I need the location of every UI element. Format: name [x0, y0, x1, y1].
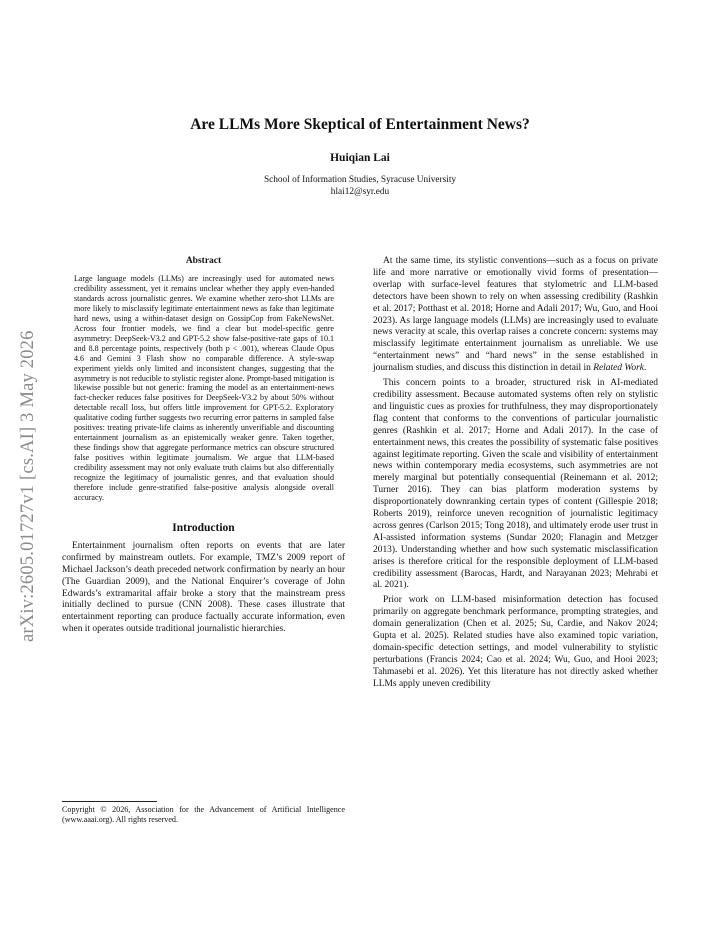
- footnote-rule: [62, 801, 157, 802]
- abstract-heading: Abstract: [185, 256, 222, 266]
- introduction-heading: Introduction: [172, 521, 235, 534]
- copyright-footnote: Copyright © 2026, Association for the Advancement of Artificial Intelligence (www.aaai.org). All rights reserved.: [62, 805, 345, 824]
- right-paragraph-3: Prior work on LLM-based misinformation detection has focused primarily on aggregate benchmark performance, prompting strategies, and domain generalization (Chen et al. 2025; Su, Cardie, and Nakov 2024; Gupta et al. 2025). Related studies have also examined topic variation, domain-specific detection settings, and model vulnerability to stylistic perturbations (Francis 2024; Cao et al. 2024; Wu, Guo, and Hooi 2023; Tahmasebi et al. 2026). Yet this literature has not directly asked whether LLMs apply uneven credibility: [373, 595, 658, 689]
- right-paragraph-1-end: .: [643, 363, 647, 374]
- author-name: Huiqian Lai: [330, 152, 390, 164]
- arxiv-stamp: arXiv:2605.01727v1 [cs.AI] 3 May 2026: [18, 330, 38, 642]
- paper-title: Are LLMs More Skeptical of Entertainment News?: [190, 116, 530, 133]
- right-paragraph-1: [373, 256, 658, 375]
- left-column: [62, 256, 345, 636]
- related-work-ref: Related Work: [593, 363, 644, 374]
- right-paragraph-2: This concern points to a broader, structured risk in AI-mediated credibility assessment. Because automated systems often rely on stylistic and linguistic cues as proxies for truthfulness, they may disproportionately flag content that conforms to the conventions of particular journalistic genres (Rashkin et al. 2017; Horne and Adali 2017). In the case of entertainment news, this creates the possibility of systematic false positives against legitimate reporting. Given the scale and visibility of entertainment news within contemporary media ecosystems, such asymmetries are not merely marginal but potentially consequential (Reinemann et al. 2012; Turner 2016). They can bias platform moderation systems by disproportionately downranking certain types of content (Gillespie 2018; Roberts 2019), reinforce uneven recognition of journalistic legitimacy across genres (Carlson 2015; Tong 2018), and ultimately erode user trust in AI-assisted information systems (Sundar 2020; Flanagin and Metzger 2013). Understanding whether and how such systematic misclassification arises is therefore critical for the responsible deployment of LLM-based credibility assessment (Barocas, Hardt, and Narayanan 2023; Mehrabi et al. 2021).: [373, 378, 658, 591]
- right-column: [373, 256, 658, 691]
- right-paragraph-1-text: At the same time, its stylistic conventions—such as a focus on private life and more narrative or emotionally vivid forms of presentation—overlap with surface-level features that stylometric and LLM-based detectors have been shown to rely on when assessing credibility (Rashkin et al. 2017; Potthast et al. 2018; Horne and Adali 2017; Wu, Guo, and Hooi 2023). As large language models (LLMs) are increasingly used to evaluate news veracity at scale, this overlap raises a concrete concern: systems may misclassify legitimate entertainment journalism as unreliable. We use “entertainment news” and “hard news” in the sense established in journalism studies, and discuss this distinction in detail in: [373, 256, 658, 374]
- affiliation: School of Information Studies, Syracuse University: [263, 175, 457, 185]
- intro-paragraph-1: Entertainment journalism often reports on events that are later confirmed by mainstream outlets. For example, TMZ’s 2009 report of Michael Jackson’s death preceded network confirmation by nearly an hour (The Guardian 2009), and the National Enquirer’s coverage of John Edwards’s extramarital affair broke a story that the mainstream press initially declined to pursue (CNN 2008). These cases illustrate that entertainment reporting can produce factually accurate information, even when it operates outside traditional journalistic hierarchies.: [62, 540, 345, 635]
- author-email: hlai12@syr.edu: [330, 187, 390, 197]
- author-affiliation-block: [0, 174, 720, 198]
- abstract-text: Large language models (LLMs) are increasingly used for automated news credibility assessment, yet it remains unclear whether they apply even-handed standards across journalistic genres. We examine whether zero-shot LLMs are more likely to misclassify legitimate entertainment news as fake than legitimate hard news, using a within-dataset design on GossipCop from FakeNewsNet. Across four frontier models, we find a clear but model-specific genre asymmetry: DeepSeek-V3.2 and GPT-5.2 show false-positive-rate gaps of 10.1 and 8.8 percentage points, respectively (both p < .001), whereas Claude Opus 4.6 and Gemini 3 Flash show no comparable difference. A style-swap experiment yields only limited and inconsistent changes, suggesting that the asymmetry is not reducible to stylistic register alone. Prompt-based mitigation is likewise possible but not generic: framing the model as an entertainment-news fact-checker reduces false positives for DeepSeek-V3.2 by about 50% without detectable recall loss, but offers little improvement for GPT-5.2. Exploratory qualitative coding further suggests two recurring error patterns in sampled false positives: treating private-life claims as inherently unverifiable and discounting entertainment journalism as an epistemically weaker genre. Taken together, these findings show that aggregate performance metrics can obscure structured false positives within legitimate journalism. We argue that LLM-based credibility assessment may not only evaluate truth claims but also differentially recognize the legitimacy of journalistic genres, and that evaluation should therefore include genre-stratified false-positive analysis alongside overall accuracy.: [74, 274, 334, 502]
